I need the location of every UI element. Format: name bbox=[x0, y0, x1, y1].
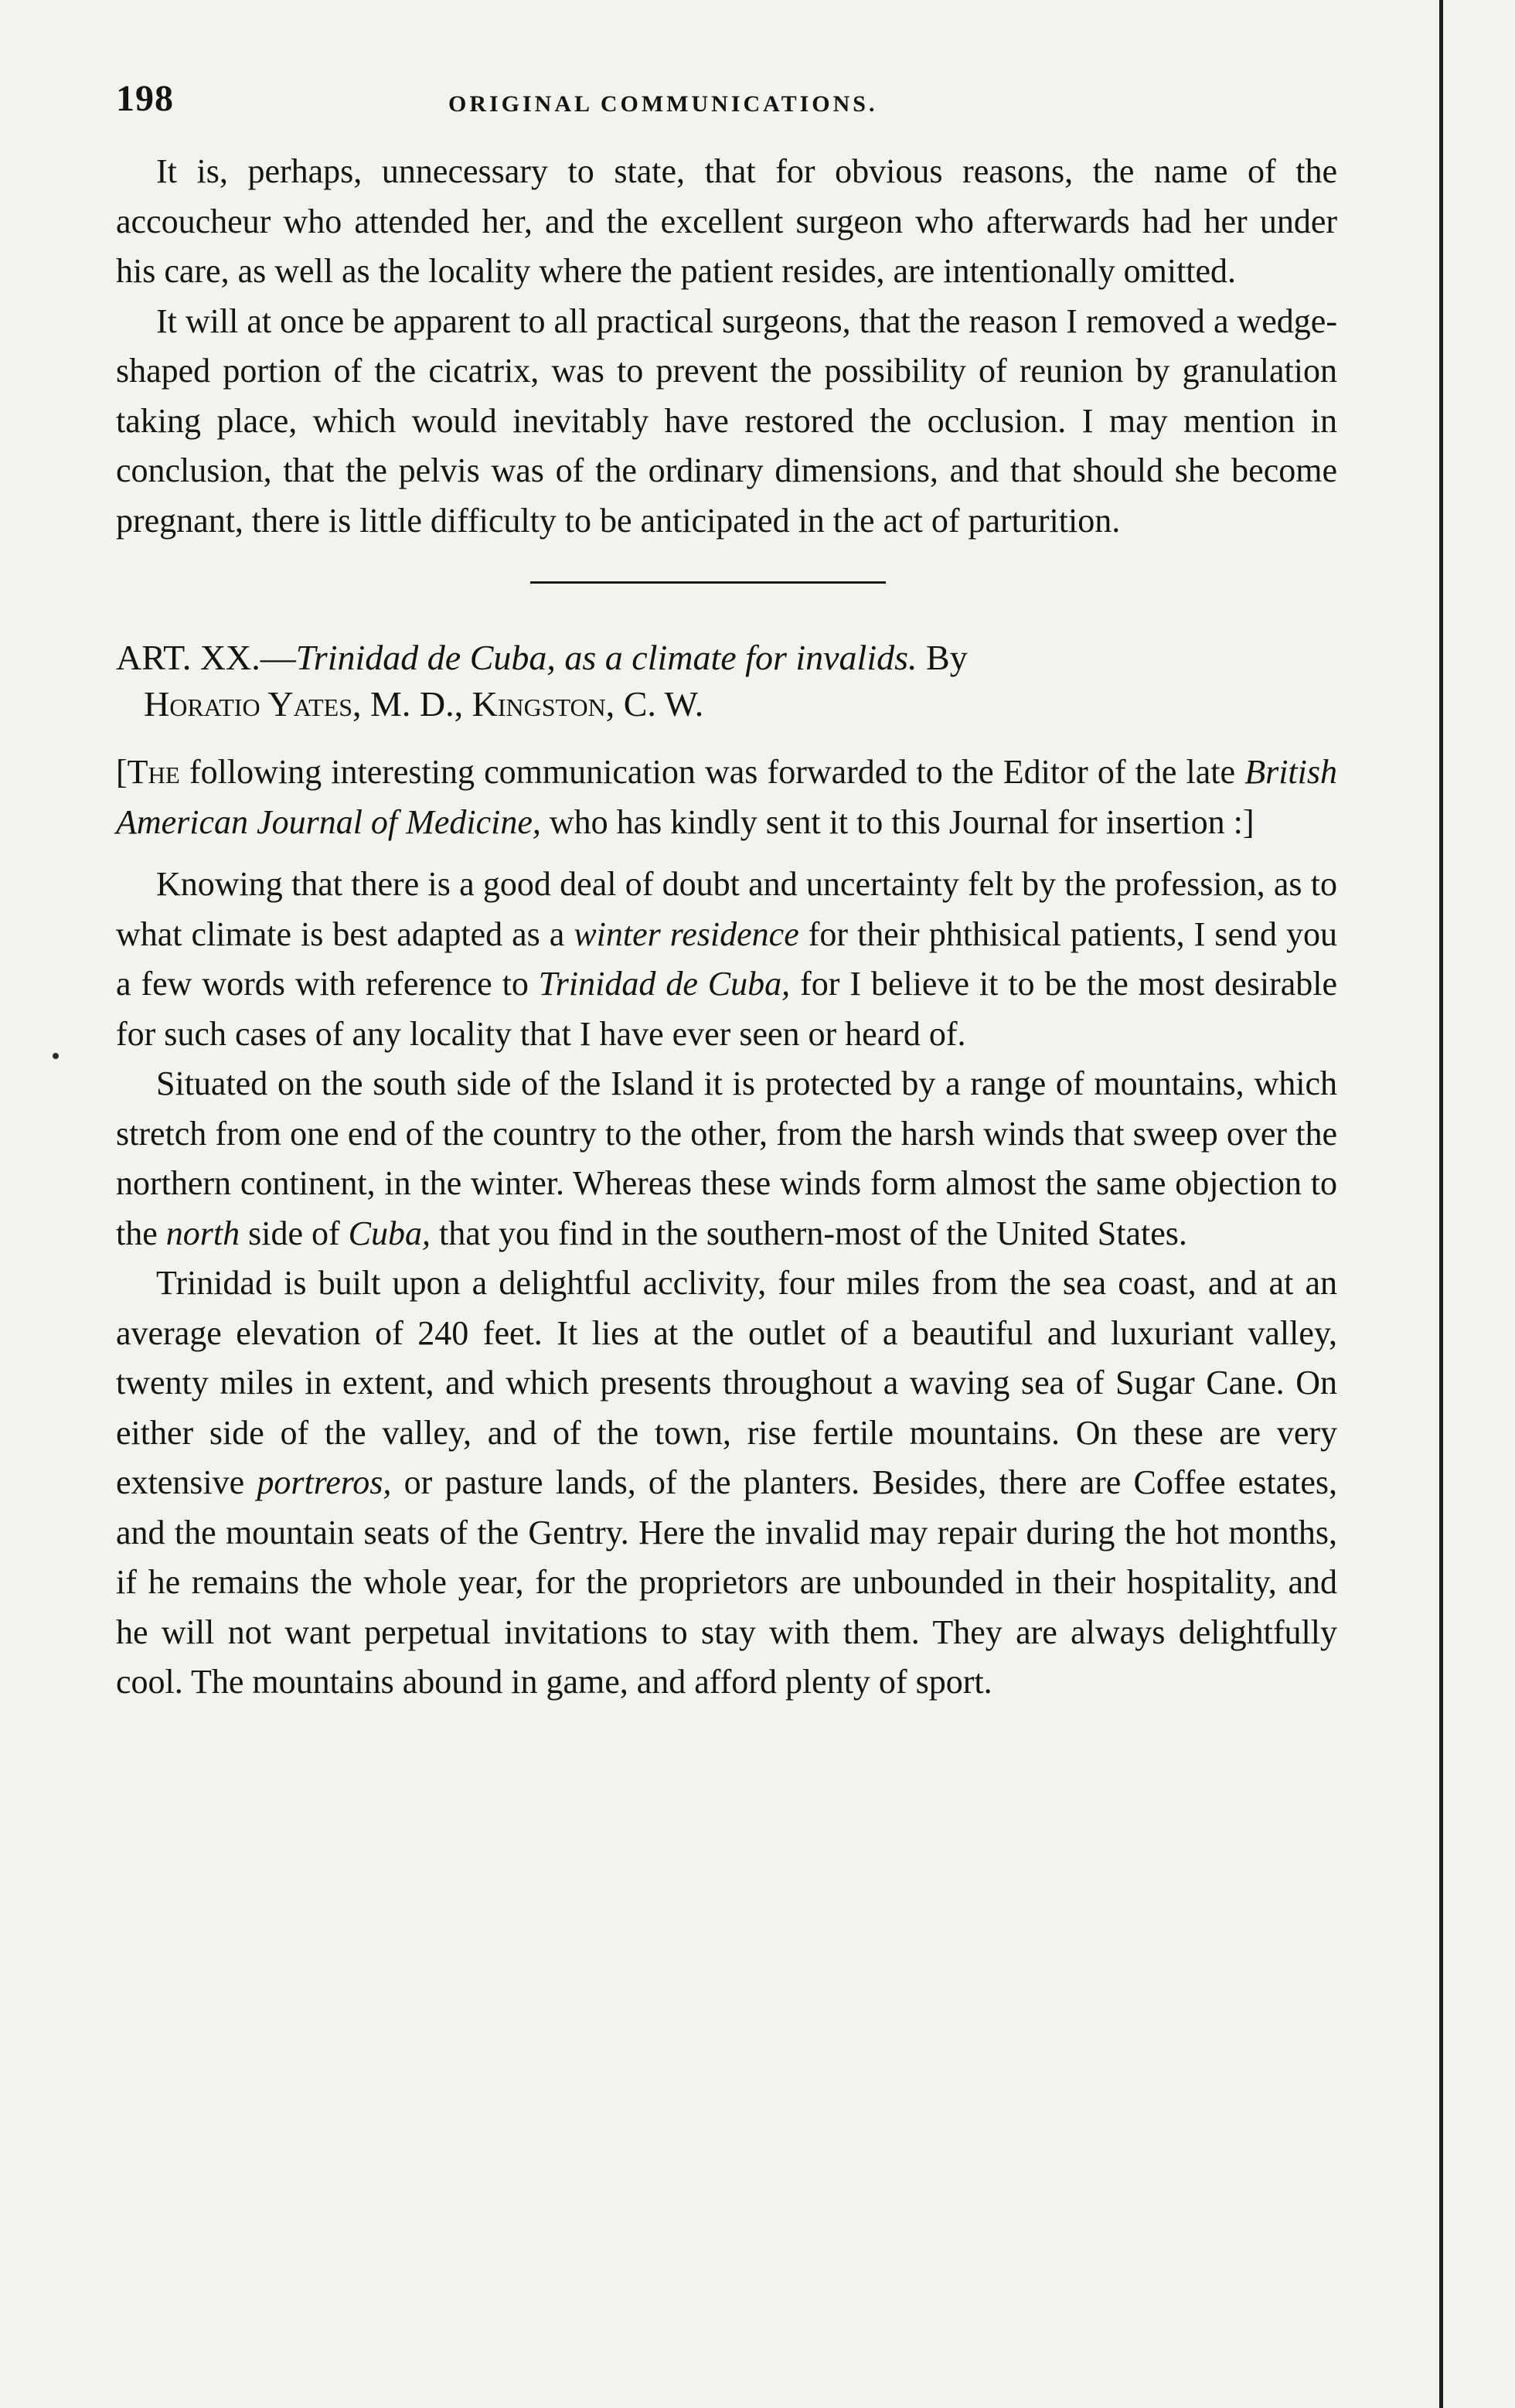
page-number: 198 bbox=[116, 78, 174, 119]
paragraph-knowing bbox=[116, 860, 1337, 1059]
page-binding-edge bbox=[1439, 0, 1443, 2408]
p1-emphasis-winter-residence: winter residence bbox=[574, 914, 799, 953]
paragraph-surgical-reason: It will at once be apparent to all practical surgeons, that the reason I removed a wedge-shaped portion of the cicatrix, was to prevent the possibility of reunion by granulation taking place, which would inevitably have restored the occlusion. I may mention in conclusion, that the pelvis was of the ordinary dimensions, and that should she become pregnant, there is little difficulty to be anticipated in the act of parturition. bbox=[116, 301, 1337, 540]
p2-emphasis-cuba: Cuba, bbox=[348, 1214, 431, 1252]
journal-name: British American Journal of Medicine, bbox=[116, 753, 1337, 841]
editor-note-bracket: [ bbox=[116, 753, 128, 791]
article-author: Horatio Yates, M. D., Kingston, C. W. bbox=[144, 684, 704, 724]
p1-emphasis-trinidad: Trinidad de Cuba, bbox=[538, 965, 791, 1003]
margin-dot bbox=[53, 1053, 59, 1059]
article-by: By bbox=[926, 638, 968, 677]
article-heading bbox=[116, 635, 1337, 727]
p3-text-a: Trinidad is built upon a delightful acclivity, four miles from the sea coast, and at an average elevation of 240 feet. It lies at the outlet of a beautiful and luxuriant valley, twenty miles in extent, and which presents throughout a waving sea of Sugar Cane. On either side of the valley, and of the town, rise fertile mountains. On these are very extensive bbox=[116, 1264, 1337, 1501]
article-label: ART. XX.— bbox=[116, 638, 296, 677]
article-title: Trinidad de Cuba, as a climate for invalids. bbox=[295, 638, 918, 677]
p3-text-b: or pasture lands, of the planters. Besides, there are Coffee estates, and the mountain seats of the Gentry. Here the invalid may repair during the hot months, if he remains the whole year, for the proprietors are unbounded in their hospitality, and he will not want perpetual invitations to stay with them. They are always delightfully cool. The mountains abound in game, and afford plenty of sport. bbox=[116, 1463, 1337, 1701]
p2-text-b: side of bbox=[240, 1214, 349, 1252]
p2-emphasis-north: north bbox=[165, 1214, 240, 1252]
editor-note-lead: The bbox=[127, 753, 180, 791]
editor-note bbox=[116, 748, 1337, 847]
p2-text-c: that you find in the southern-most of the United States. bbox=[431, 1214, 1187, 1252]
paragraph-omission-note: It is, perhaps, unnecessary to state, that for obvious reasons, the name of the accoucheur who attended her, and the excellent surgeon who afterwards had her under his care, as well as the locality where the patient resides, are intentionally omitted. bbox=[116, 152, 1337, 290]
editor-note-text-1: following interesting communication was forwarded to the Editor of the late bbox=[179, 753, 1245, 791]
editor-note-text-2: who has kindly sent it to this Journal for insertion :] bbox=[540, 802, 1255, 841]
p3-emphasis-portreros: portreros, bbox=[257, 1463, 392, 1501]
running-head bbox=[116, 77, 1337, 147]
p1-text-b: for their phthisical patients, I send you a few words with reference to bbox=[116, 914, 1338, 1003]
paragraph-situated bbox=[116, 1059, 1337, 1258]
paragraph-trinidad bbox=[116, 1258, 1337, 1708]
p1-text-c: for I believe it to be the most desirable for such cases of any locality that I have ever seen or heard of. bbox=[116, 965, 1337, 1053]
book-page bbox=[116, 77, 1337, 1708]
running-title: ORIGINAL COMMUNICATIONS. bbox=[448, 91, 878, 117]
section-divider bbox=[530, 581, 886, 584]
p2-text-a: Situated on the south side of the Island it is protected by a range of mountains, which stretch from one end of the country to the other, from the harsh winds that sweep over the northern continent, in the winter. Whereas these winds form almost the same objection to the bbox=[116, 1064, 1337, 1252]
p1-text-a: Knowing that there is a good deal of doubt and uncertainty felt by the profession, as to what climate is best adapted as a bbox=[116, 865, 1337, 953]
